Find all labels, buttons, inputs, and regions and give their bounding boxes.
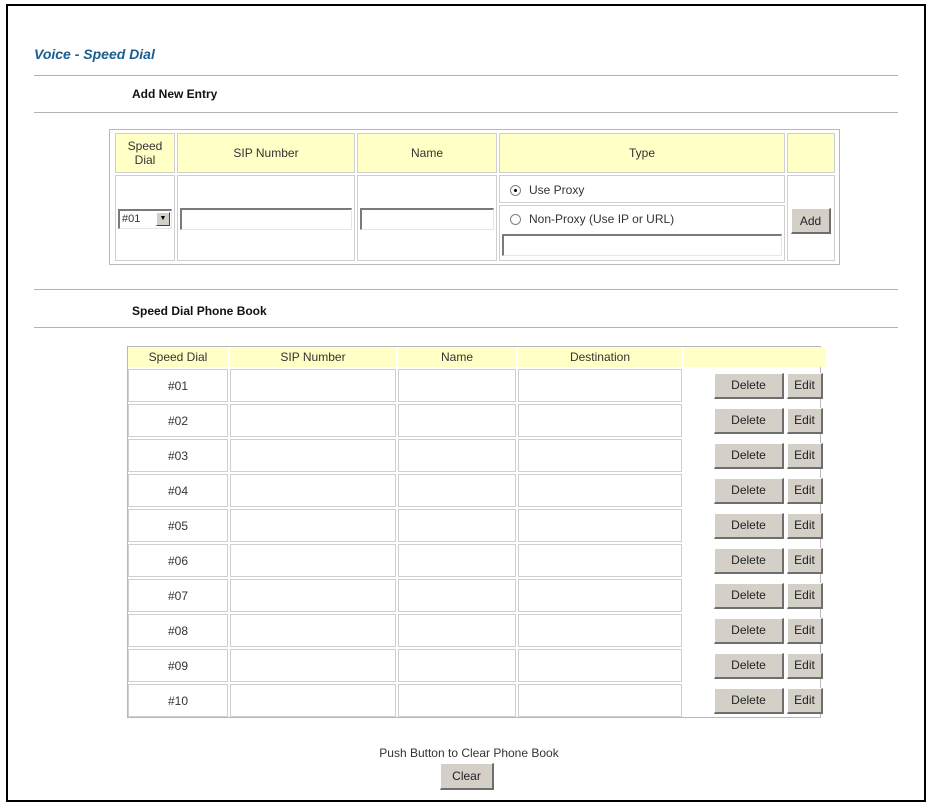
row-speed-dial: #06 [128, 544, 228, 577]
row-destination [518, 614, 682, 647]
row-sip-number [230, 474, 396, 507]
row-destination [518, 369, 682, 402]
row-name [398, 509, 516, 542]
header-sip-number: SIP Number [230, 347, 396, 367]
row-actions [684, 579, 826, 612]
row-name [398, 614, 516, 647]
edit-button[interactable]: Edit [787, 443, 823, 469]
speed-dial-select[interactable] [118, 209, 172, 229]
row-sip-number [230, 404, 396, 437]
row-sip-number [230, 544, 396, 577]
row-name [398, 439, 516, 472]
sip-number-cell [177, 175, 355, 261]
add-button[interactable]: Add [791, 208, 831, 234]
edit-button[interactable]: Edit [787, 653, 823, 679]
delete-button[interactable]: Delete [714, 443, 784, 469]
row-actions [684, 439, 826, 472]
row-sip-number [230, 614, 396, 647]
row-sip-number [230, 439, 396, 472]
type-non-proxy-cell [499, 205, 785, 261]
non-proxy-option[interactable] [510, 212, 674, 226]
row-actions [684, 614, 826, 647]
row-name [398, 404, 516, 437]
delete-button[interactable]: Delete [714, 373, 784, 399]
row-actions [684, 649, 826, 682]
edit-button[interactable]: Edit [787, 688, 823, 714]
divider [34, 75, 898, 76]
header-speed-dial: Speed Dial [128, 347, 228, 367]
header-destination: Destination [518, 347, 682, 367]
header-action [787, 133, 835, 173]
use-proxy-radio[interactable] [510, 185, 521, 196]
row-sip-number [230, 509, 396, 542]
row-speed-dial: #03 [128, 439, 228, 472]
non-proxy-radio[interactable] [510, 214, 521, 225]
header-speed-dial: Speed Dial [115, 133, 175, 173]
row-actions [684, 474, 826, 507]
row-sip-number [230, 579, 396, 612]
row-name [398, 369, 516, 402]
row-name [398, 544, 516, 577]
row-actions [684, 684, 826, 717]
delete-button[interactable]: Delete [714, 583, 784, 609]
row-destination [518, 439, 682, 472]
page-title: Voice - Speed Dial [34, 46, 155, 62]
row-destination [518, 404, 682, 437]
speed-dial-cell [115, 175, 175, 261]
edit-button[interactable]: Edit [787, 478, 823, 504]
delete-button[interactable]: Delete [714, 408, 784, 434]
row-speed-dial: #04 [128, 474, 228, 507]
row-actions [684, 369, 826, 402]
name-input[interactable] [360, 208, 494, 230]
delete-button[interactable]: Delete [714, 548, 784, 574]
page-frame [6, 4, 926, 802]
divider [34, 112, 898, 113]
delete-button[interactable]: Delete [714, 688, 784, 714]
destination-input[interactable] [502, 234, 782, 256]
delete-button[interactable]: Delete [714, 618, 784, 644]
use-proxy-label: Use Proxy [529, 183, 585, 197]
row-sip-number [230, 684, 396, 717]
phone-book-table [127, 346, 821, 718]
add-entry-table [109, 129, 840, 265]
type-use-proxy-cell [499, 175, 785, 203]
edit-button[interactable]: Edit [787, 513, 823, 539]
row-speed-dial: #07 [128, 579, 228, 612]
row-name [398, 684, 516, 717]
row-destination [518, 544, 682, 577]
add-entry-title: Add New Entry [132, 87, 218, 101]
speed-dial-selected-value: #01 [122, 213, 141, 225]
row-name [398, 649, 516, 682]
delete-button[interactable]: Delete [714, 653, 784, 679]
row-speed-dial: #09 [128, 649, 228, 682]
row-speed-dial: #05 [128, 509, 228, 542]
header-name: Name [398, 347, 516, 367]
row-destination [518, 474, 682, 507]
row-actions [684, 544, 826, 577]
row-speed-dial: #02 [128, 404, 228, 437]
add-cell [787, 175, 835, 261]
edit-button[interactable]: Edit [787, 548, 823, 574]
non-proxy-label: Non-Proxy (Use IP or URL) [529, 212, 675, 226]
delete-button[interactable]: Delete [714, 513, 784, 539]
edit-button[interactable]: Edit [787, 408, 823, 434]
edit-button[interactable]: Edit [787, 583, 823, 609]
clear-button[interactable]: Clear [440, 763, 494, 790]
phone-book-title: Speed Dial Phone Book [132, 304, 267, 318]
row-name [398, 579, 516, 612]
header-actions [684, 347, 826, 367]
row-destination [518, 579, 682, 612]
header-sip-number: SIP Number [177, 133, 355, 173]
row-actions [684, 404, 826, 437]
edit-button[interactable]: Edit [787, 618, 823, 644]
use-proxy-option[interactable] [510, 183, 584, 197]
row-speed-dial: #10 [128, 684, 228, 717]
row-actions [684, 509, 826, 542]
edit-button[interactable]: Edit [787, 373, 823, 399]
divider [34, 289, 898, 290]
delete-button[interactable]: Delete [714, 478, 784, 504]
row-speed-dial: #08 [128, 614, 228, 647]
clear-caption: Push Button to Clear Phone Book [379, 746, 559, 760]
row-sip-number [230, 369, 396, 402]
row-destination [518, 649, 682, 682]
name-cell [357, 175, 497, 261]
row-destination [518, 684, 682, 717]
sip-number-input[interactable] [180, 208, 352, 230]
header-name: Name [357, 133, 497, 173]
header-type: Type [499, 133, 785, 173]
row-destination [518, 509, 682, 542]
row-sip-number [230, 649, 396, 682]
row-name [398, 474, 516, 507]
row-speed-dial: #01 [128, 369, 228, 402]
divider [34, 327, 898, 328]
chevron-down-icon[interactable]: ▼ [156, 212, 170, 226]
